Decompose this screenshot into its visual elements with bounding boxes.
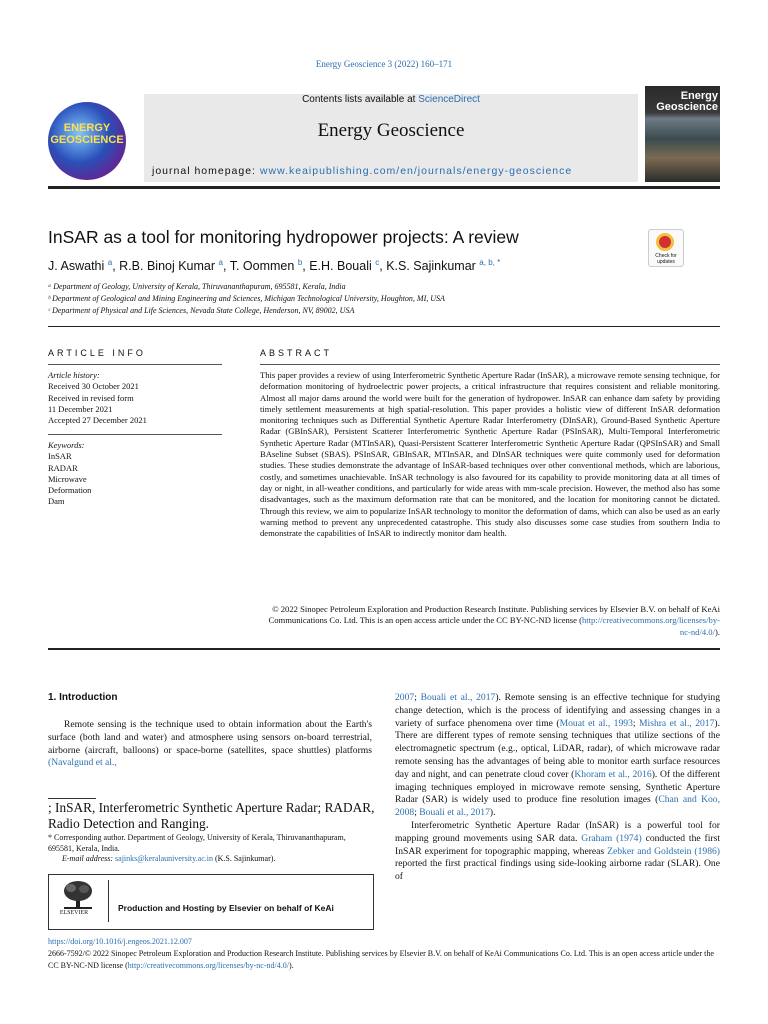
intro-paragraph bbox=[395, 692, 720, 820]
affiliation-c: ᶜ Department of Physical and Life Sciences, Nevada State College, Henderson, NV, 89002, USA bbox=[48, 306, 355, 315]
cover-title-line-1: Energy bbox=[680, 90, 718, 102]
abstract-body: This paper provides a review of using Interferometric Synthetic Aperture Radar (InSAR), a microwave remote sensing technique, for deformation monitoring of hydroelectric power projects, a critical infrastructure that requires consistent and reliable monitoring. Almost all major dams around the world were built for the generation of hydropower. InSAR can enhance dam safety by providing timely settlement measurements at high spatial-resolution. This paper provides a holistic view of different InSAR deformation monitoring techniques such as Differential Synthetic Aperture Radar Interferometry (DInSAR), Ground-Based Synthetic Aperture Radar (GBInSAR), Persistent Scatterer Interferometric Synthetic Aperture Radar (PSInSAR), Multi-Temporal Interferometric Synthetic Aperture Radar (MTInSAR), Quasi-Persistent Scatterer Interferometric Synthetic Aperture Radar (QPSInSAR) and Small BAseline Subset (SBAS). PSInSAR, GBInSAR, MTInSAR, and DInSAR techniques were quite commonly used for deformation studies. These studies demonstrate the advantage of InSAR-based techniques over other conventional methods, which are laborious, costly, and sometimes unachievable. InSAR technology is also favoured for its capability to provide monitoring data at all times of day or night, in all-weather conditions, and particularly for wide areas with mm-scale precision. However, the method also has some disadvantages, such as the maximum deformation rate that can be monitored, and the location for monitoring cannot be dictated. Through this review, we aim to popularize InSAR technology to monitor the deformation of dams, which can also be used as an early warning method to prevent any unprecedented catastrophe. This study also discusses some case studies from southern India to demonstrate the capabilities of InSAR to indirectly monitor dam health. bbox=[260, 370, 720, 539]
paragraph-text: ). Of the different imaging techniques employed in microwave remote sensing, Synthetic Aperture Radar (SAR) is widely used to produce fine resolution images ( bbox=[395, 768, 721, 806]
paragraph-text: ). Remote sensing is an effective technique for studying change detection, which is the process of identifying and assessing changes in a variety of surface phenomena over time ( bbox=[395, 692, 720, 729]
keyword: Microwave bbox=[48, 473, 87, 484]
journal-logo-text: ENERGY GEOSCIENCE bbox=[50, 122, 124, 146]
homepage-link[interactable]: www.keaipublishing.com/en/journals/energy-geoscience bbox=[259, 165, 573, 177]
author-name[interactable]: K.S. Sajinkumar bbox=[386, 259, 476, 274]
email-line bbox=[62, 854, 275, 863]
abstract-heading: ABSTRACT bbox=[260, 348, 333, 358]
keyword: RADAR bbox=[48, 462, 78, 473]
citation-link[interactable]: (Navalgund et al., bbox=[48, 757, 117, 769]
citation-link[interactable]: Zebker and Goldstein (1986) bbox=[607, 845, 720, 857]
paragraph-end: ). bbox=[489, 807, 496, 819]
corresponding-author-note: * Corresponding author. Department of Geology, University of Kerala, Thiruvananthapuram, 695581, Kerala, India. bbox=[48, 833, 346, 853]
author-name[interactable]: R.B. Binoj Kumar bbox=[119, 259, 216, 274]
footnote-rule bbox=[48, 798, 96, 799]
article-history bbox=[48, 370, 224, 426]
keywords-list bbox=[48, 440, 224, 508]
intro-paragraph-text: Remote sensing is the technique used to obtain information about the Earth's surface (both land and water) and atmosphere using sensors on-board terrestrial, airborne (aircraft, balloons) or space-borne (satellites, space shuttles) platforms bbox=[48, 719, 372, 756]
history-item: Received in revised form bbox=[48, 392, 134, 403]
abstract-copyright bbox=[260, 604, 720, 638]
journal-citation[interactable]: Energy Geoscience 3 (2022) 160–171 bbox=[315, 59, 453, 69]
author-name[interactable]: T. Oommen bbox=[229, 259, 295, 274]
author-list: J. Aswathi $^a$, R.B. Binoj Kumar $^a$, T. Oommen $^b$, E.H. Bouali $^c$, K.S. Sajinkumar $^{a, b, *}$ bbox=[48, 258, 501, 274]
paragraph-text: reported the first practical findings using side-looking airborne radar (SLAR). One of bbox=[395, 858, 720, 883]
abbreviations-footnote: ; InSAR, Interferometric Synthetic Aperture Radar; RADAR, Radio Detection and Ranging. bbox=[48, 800, 375, 831]
citation-link[interactable]: 2007 bbox=[395, 692, 415, 703]
keyword: InSAR bbox=[48, 451, 72, 462]
citation-separator: ; bbox=[414, 692, 421, 703]
copyright-end: ). bbox=[714, 626, 720, 637]
author-affil-sup[interactable]: a bbox=[107, 258, 113, 267]
keywords-label: Keywords: bbox=[48, 440, 85, 450]
homepage-prefix: journal homepage: bbox=[152, 165, 260, 177]
citation-separator: ; bbox=[414, 807, 420, 819]
citation-separator: ; bbox=[632, 717, 640, 729]
license-link[interactable]: http://creativecommons.org/licenses/by-nc-nd/4.0/ bbox=[581, 615, 720, 637]
email-suffix: (K.S. Sajinkumar). bbox=[212, 854, 276, 863]
footer-text-end: ). bbox=[288, 960, 294, 970]
affiliation-b: ᵇ Department of Geological and Mining Engineering and Sciences, Michigan Technological University, Houghton, MI, USA bbox=[48, 294, 445, 303]
author-affil-sup[interactable]: b bbox=[297, 258, 303, 267]
citation-link[interactable]: Mouat et al., 1993 bbox=[559, 717, 633, 729]
footer-license-link[interactable]: http://creativecommons.org/licenses/by-nc-nd/4.0/ bbox=[127, 960, 289, 970]
elsevier-box-divider bbox=[108, 880, 109, 922]
paragraph-text: ). There are different types of remote sensing techniques that utilize sections of the electromagnetic spectrum (e.g., optical, LiDAR, radar), of which microwave radar remote sensing has the advantages of being able to monitor earth surface resources day and night, and can penetrate cloud cover ( bbox=[395, 717, 720, 780]
author-affil-sup[interactable]: a, b, * bbox=[479, 258, 501, 267]
citation-link[interactable]: Bouali et al., 2017 bbox=[419, 807, 490, 819]
keyword: Dam bbox=[48, 496, 65, 507]
journal-homepage bbox=[152, 165, 632, 177]
citation-link[interactable]: Bouali et al., 2017 bbox=[420, 692, 496, 703]
history-item: Accepted 27 December 2021 bbox=[48, 415, 147, 426]
elsevier-hosting-caption: Production and Hosting by Elsevier on behalf of KeAi bbox=[118, 903, 334, 913]
citation-link[interactable]: Mishra et al., 2017 bbox=[639, 717, 715, 729]
affiliation-divider bbox=[48, 326, 720, 327]
citation-link[interactable]: Chan and Koo, 2008 bbox=[395, 794, 720, 819]
email-label: E-mail address: bbox=[62, 854, 116, 863]
paragraph-text: conducted the first InSAR experiment for topographic mapping, whereas bbox=[395, 832, 720, 857]
contents-line bbox=[144, 94, 638, 105]
copyright-text: © 2022 Sinopec Petroleum Exploration and Production Research Institute. Publishing services by Elsevier B.V. on behalf of KeAi Communications Co. Ltd. This is an open access article under the CC BY-NC-ND license ( bbox=[268, 604, 720, 626]
cover-title-line-2: Geoscience bbox=[656, 101, 718, 113]
journal-name: Energy Geoscience bbox=[317, 120, 465, 141]
check-updates-icon bbox=[656, 233, 674, 251]
doi-link[interactable]: https://doi.org/10.1016/j.engeos.2021.12.007 bbox=[48, 937, 192, 946]
abstract-bottom-divider bbox=[48, 648, 720, 650]
footer-license bbox=[48, 948, 720, 971]
sciencedirect-link[interactable]: ScienceDirect bbox=[418, 94, 480, 105]
author-name[interactable]: E.H. Bouali bbox=[309, 259, 372, 274]
contents-prefix: Contents lists available at bbox=[302, 94, 419, 105]
email-link[interactable]: sajinks@keralauniversity.ac.in bbox=[115, 854, 213, 863]
keyword: Deformation bbox=[48, 485, 92, 496]
intro-paragraph bbox=[48, 719, 372, 770]
abstract-rule bbox=[260, 364, 720, 365]
intro-paragraph bbox=[395, 820, 720, 884]
elsevier-hosting-box bbox=[48, 874, 374, 930]
history-item: Received 30 October 2021 bbox=[48, 381, 139, 392]
affiliation-a: ᵃ Department of Geology, University of Kerala, Thiruvananthapuram, 695581, Kerala, India bbox=[48, 282, 346, 291]
elsevier-tree-icon bbox=[60, 880, 96, 910]
keywords-rule bbox=[48, 434, 222, 435]
citation-link[interactable]: Khoram et al., 2016 bbox=[574, 768, 652, 780]
author-affil-sup[interactable]: a bbox=[218, 258, 223, 267]
citation-link[interactable]: Graham (1974) bbox=[581, 832, 642, 844]
section-heading-introduction: 1. Introduction bbox=[48, 692, 118, 703]
journal-cover-title bbox=[652, 91, 718, 113]
author-name[interactable]: J. Aswathi bbox=[48, 259, 105, 274]
history-label: Article history: bbox=[48, 370, 100, 380]
article-title: InSAR as a tool for monitoring hydropower projects: A review bbox=[48, 227, 519, 247]
header-divider bbox=[48, 186, 720, 189]
check-updates-label: Check for updates bbox=[655, 253, 677, 265]
article-info-heading: ARTICLE INFO bbox=[48, 348, 146, 358]
intro-right-column bbox=[395, 692, 720, 884]
author-affil-sup[interactable]: c bbox=[375, 258, 380, 267]
elsevier-wordmark: ELSEVIER bbox=[59, 910, 89, 916]
article-info-rule bbox=[48, 364, 222, 365]
footer-text: 2666-7592/© 2022 Sinopec Petroleum Exploration and Production Research Institute. Publishing services by Elsevier B.V. on behalf of KeAi Communications Co. Ltd. This is an open access article under the CC BY-NC-ND license ( bbox=[48, 949, 714, 970]
history-item: 11 December 2021 bbox=[48, 403, 113, 414]
paragraph-text: Interferometric Synthetic Aperture Radar (InSAR) is a powerful tool for mapping ground movements using SAR data. bbox=[395, 819, 720, 844]
